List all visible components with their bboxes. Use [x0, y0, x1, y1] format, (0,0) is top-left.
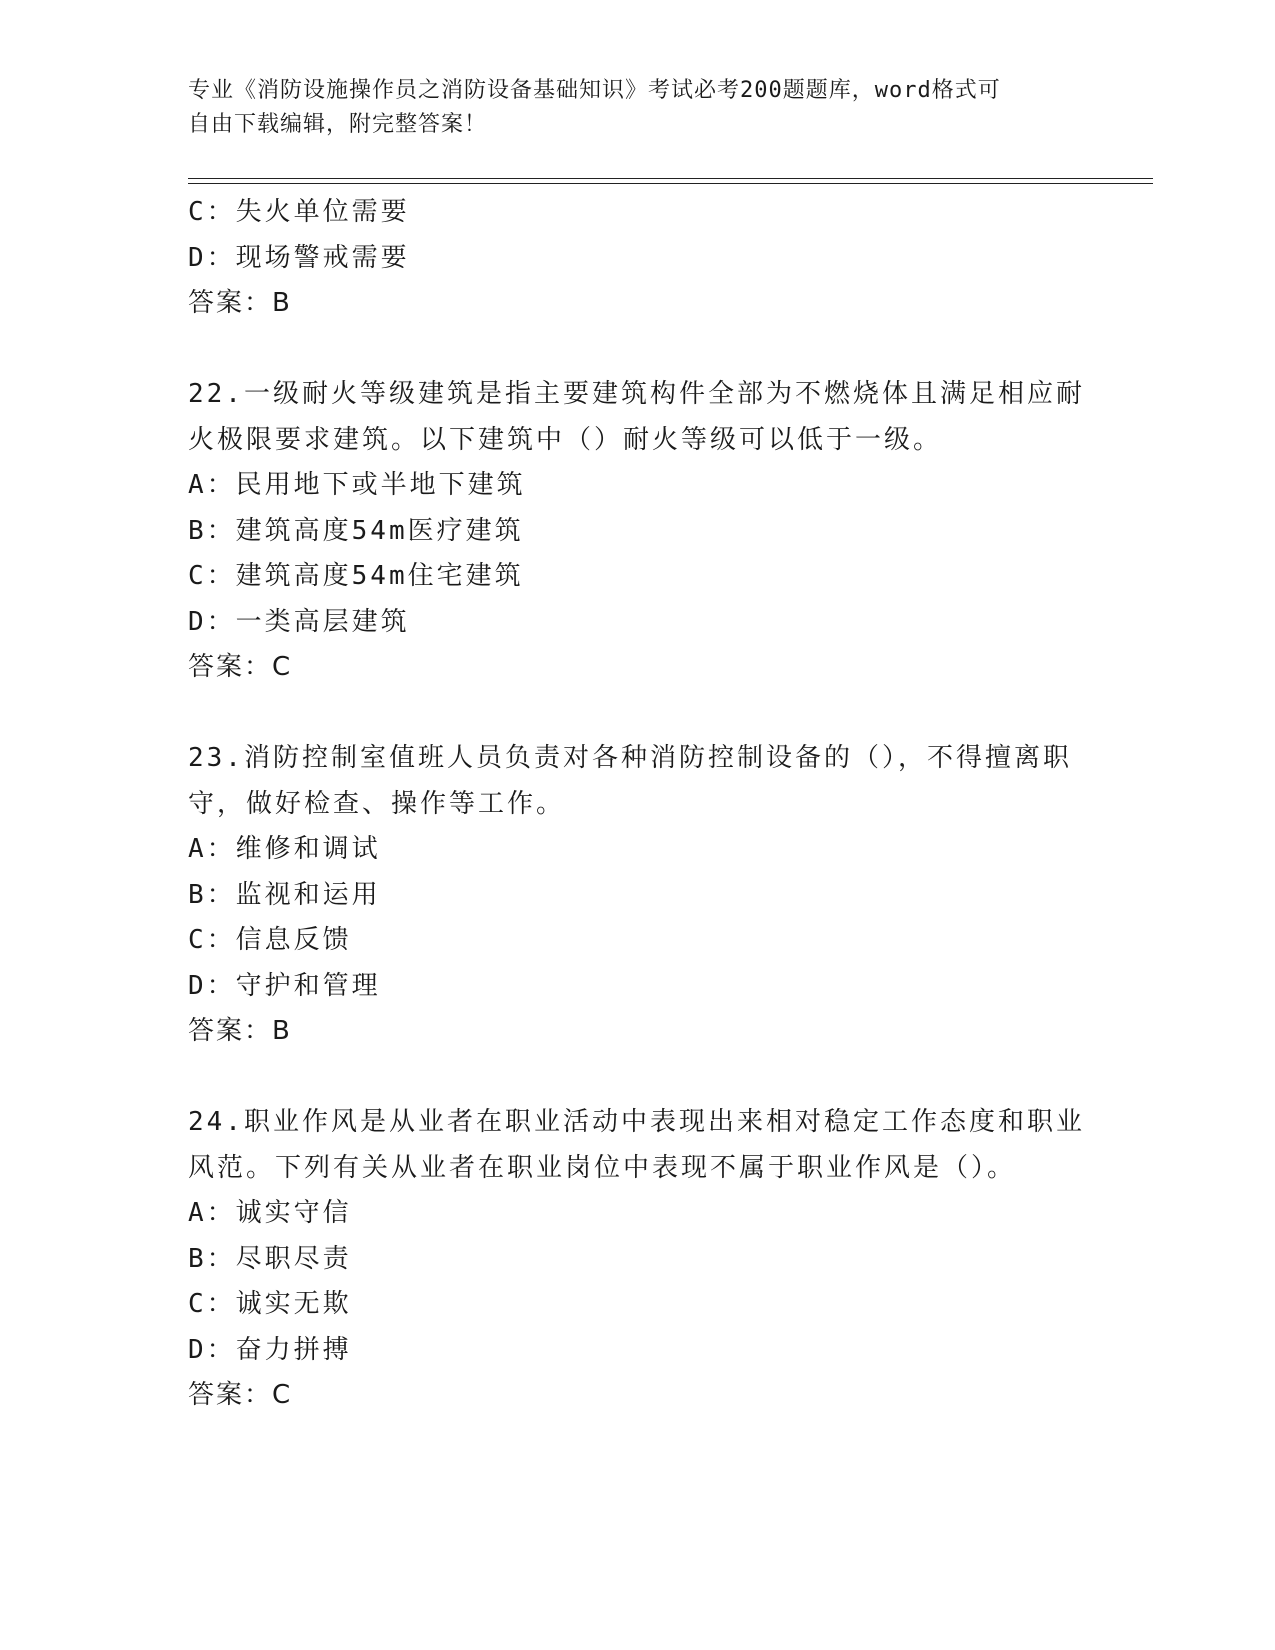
question-stem-line-1: 24.职业作风是从业者在职业活动中表现出来相对稳定工作态度和职业 [188, 1107, 1085, 1137]
header-line-1: 专业《消防设施操作员之消防设备基础知识》考试必考200题题库，word格式可 [188, 78, 1001, 103]
answer-line: 答案：B [188, 288, 292, 318]
header-line-2: 自由下载编辑，附完整答案！ [188, 112, 488, 137]
spacer [188, 327, 1088, 373]
option-c: C：失火单位需要 [188, 197, 410, 227]
question-list [188, 190, 1088, 1419]
question-stem-line-2: 守，做好检查、操作等工作。 [188, 788, 566, 819]
question-stem-line-1: 23.消防控制室值班人员负责对各种消防控制设备的（），不得擅离职 [188, 743, 1072, 773]
option-c: C：信息反馈 [188, 925, 352, 955]
answer-line: 答案：C [188, 1380, 293, 1410]
option-a: A：维修和调试 [188, 834, 381, 864]
option-c: C：诚实无欺 [188, 1289, 352, 1319]
option-d: D：守护和管理 [188, 970, 381, 1001]
question-stem-line-2: 风范。下列有关从业者在职业岗位中表现不属于职业作风是（）。 [188, 1152, 1017, 1183]
question-24 [188, 1100, 1088, 1419]
option-d: D：奋力拼搏 [188, 1334, 352, 1365]
question-stem-line-1: 22.一级耐火等级建筑是指主要建筑构件全部为不燃烧体且满足相应耐 [188, 379, 1085, 409]
document-header [188, 74, 1088, 142]
option-d: D：一类高层建筑 [188, 606, 410, 637]
answer-line: 答案：B [188, 1016, 292, 1046]
header-divider [188, 178, 1153, 184]
option-b: B：尽职尽责 [188, 1243, 352, 1274]
spacer [188, 691, 1088, 737]
option-a: A：民用地下或半地下建筑 [188, 470, 526, 500]
spacer [188, 1055, 1088, 1101]
option-a: A：诚实守信 [188, 1198, 352, 1228]
option-b: B：监视和运用 [188, 879, 381, 910]
answer-line: 答案：C [188, 652, 293, 682]
option-c: C：建筑高度54m住宅建筑 [188, 561, 524, 591]
question-23 [188, 736, 1088, 1055]
question-21-tail [188, 190, 1088, 327]
question-22 [188, 372, 1088, 691]
question-stem-line-2: 火极限要求建筑。以下建筑中（）耐火等级可以低于一级。 [188, 424, 943, 455]
option-b: B：建筑高度54m医疗建筑 [188, 515, 524, 546]
option-d: D：现场警戒需要 [188, 242, 410, 273]
